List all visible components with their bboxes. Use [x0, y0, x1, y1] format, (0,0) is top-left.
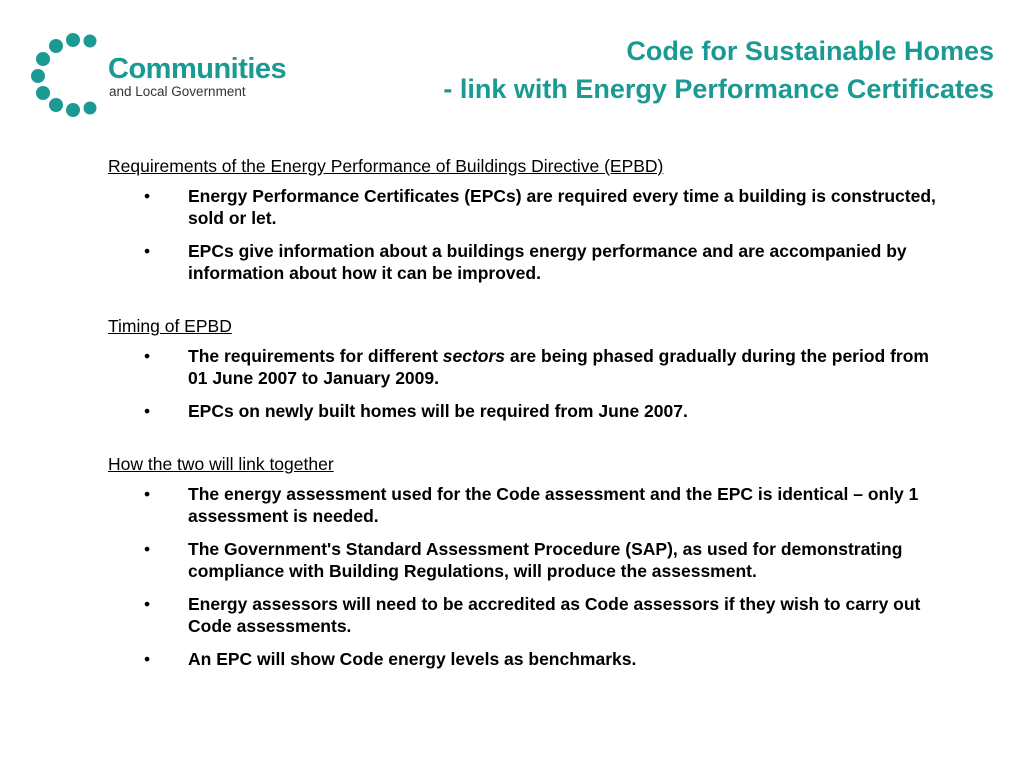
title-line-2: - link with Energy Performance Certificates	[443, 74, 994, 104]
section-epbd-requirements	[108, 155, 948, 284]
bullet-text: Energy assessors will need to be accredited as Code assessors if they wish to carry out Code assessments.	[188, 594, 921, 636]
list-item	[108, 345, 948, 389]
bullet-icon: •	[144, 346, 151, 366]
bullet-list	[108, 185, 948, 284]
list-item	[108, 400, 948, 422]
bullet-text-after: are being phased gradually during the period from 01 June 2007 to January 2009.	[188, 346, 929, 388]
bullet-icon: •	[144, 649, 151, 669]
list-item	[108, 483, 948, 527]
bullet-icon: •	[144, 241, 151, 261]
bullet-icon: •	[144, 539, 151, 559]
list-item	[108, 648, 948, 670]
logo-subtitle: and Local Government	[109, 84, 246, 99]
bullet-list	[108, 345, 948, 422]
list-item	[108, 185, 948, 229]
bullet-text	[188, 346, 929, 388]
title-line-1: Code for Sustainable Homes	[626, 36, 994, 66]
bullet-text: EPCs on newly built homes will be required from June 2007.	[188, 401, 688, 421]
bullet-text-italic: sectors	[442, 346, 506, 366]
bullet-icon: •	[144, 594, 151, 614]
bullet-icon: •	[144, 401, 151, 421]
slide-title	[443, 32, 994, 108]
section-heading: How the two will link together	[108, 454, 334, 474]
bullet-text-before: The requirements for different	[188, 346, 443, 366]
section-epbd-timing	[108, 315, 948, 422]
bullet-text: An EPC will show Code energy levels as benchmarks.	[188, 649, 637, 669]
list-item	[108, 240, 948, 284]
section-heading: Requirements of the Energy Performance of Buildings Directive (EPBD)	[108, 156, 664, 176]
bullet-text: EPCs give information about a buildings energy performance and are accompanied by information about how it can be improved.	[188, 241, 907, 283]
list-item	[108, 593, 948, 637]
bullet-text: Energy Performance Certificates (EPCs) are required every time a building is constructed, sold or let.	[188, 186, 936, 228]
slide-body	[108, 155, 948, 701]
bullet-list	[108, 483, 948, 670]
list-item	[108, 538, 948, 582]
logo-name: Communities	[108, 53, 287, 85]
bullet-text: The Government's Standard Assessment Procedure (SAP), as used for demonstrating compliance with Building Regulations, will produce the assessment.	[188, 539, 903, 581]
bullet-icon: •	[144, 186, 151, 206]
bullet-icon: •	[144, 484, 151, 504]
bullet-text: The energy assessment used for the Code assessment and the EPC is identical – only 1 assessment is needed.	[188, 484, 919, 526]
logo-text	[108, 54, 286, 100]
section-link-together	[108, 453, 948, 670]
dot-ring-icon	[28, 28, 108, 120]
communities-logo	[28, 28, 287, 120]
section-heading: Timing of EPBD	[108, 316, 232, 336]
